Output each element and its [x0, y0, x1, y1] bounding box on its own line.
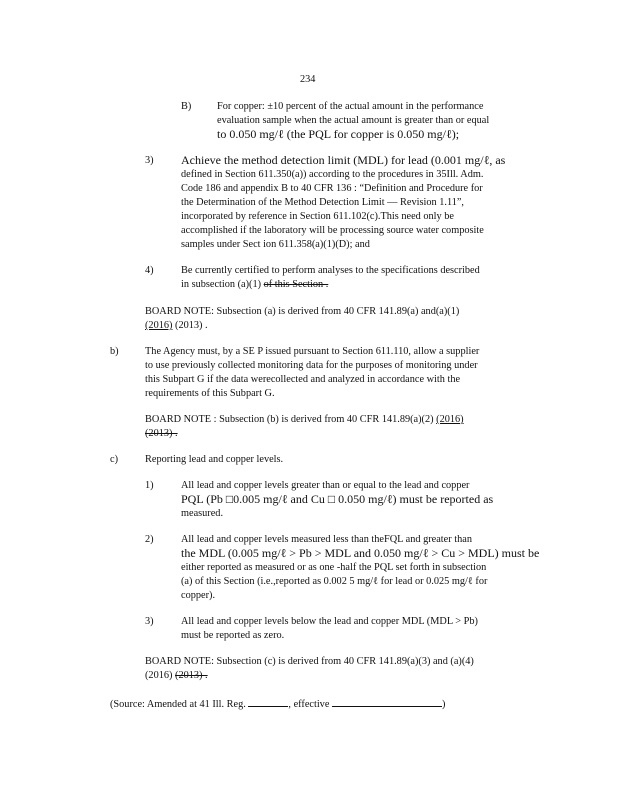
subsection-b-line-4: requirements of this Subpart G. [145, 388, 275, 399]
c2-line-1: All lead and copper levels measured less than theFQL and greater than [181, 534, 472, 545]
copper-line-2: evaluation sample when the actual amount is greater than or equal [217, 115, 490, 126]
mdl-line-7: samples under Sect ion 611.358(a)(1)(D); and [181, 239, 370, 250]
item-marker: 4) [145, 265, 154, 276]
item-marker: 1) [145, 480, 154, 491]
certified-line-1: Be currently certified to perform analyses to the specifications described [181, 265, 480, 276]
c3-line-1: All lead and copper levels below the lead and copper MDL (MDL > Pb) [181, 616, 478, 627]
item-marker: B) [181, 101, 192, 112]
copper-line-3: to 0.050 mg/ℓ (the PQL for copper is 0.050 mg/ℓ); [217, 127, 460, 141]
board-note-c-line-1: BOARD NOTE: Subsection (c) is derived from 40 CFR 141.89(a)(3) and (a)(4) [145, 656, 474, 667]
board-note-b-line-1: BOARD NOTE : Subsection (b) is derived from 40 CFR 141.89(a)(2) (2016) [145, 414, 464, 425]
board-note-a-line-1: BOARD NOTE: Subsection (a) is derived from 40 CFR 141.89(a) and(a)(1) [145, 306, 460, 317]
board-note-c-line-2: (2016) (2013) . [145, 670, 208, 681]
deleted-text: (2013) . [145, 428, 178, 439]
register-page-blank [248, 696, 288, 707]
subsection-c-heading: Reporting lead and copper levels. [145, 454, 284, 465]
c1-line-1: All lead and copper levels greater than or equal to the lead and copper [181, 480, 470, 491]
mdl-line-5: incorporated by reference in Section 611.102(c).This need only be [181, 211, 454, 222]
mdl-line-2: defined in Section 611.350(a)) according to the procedures in 35Ill. Adm. [181, 169, 484, 180]
item-marker: 2) [145, 534, 154, 545]
mdl-line-6: accomplished if the laboratory will be processing source water composite [181, 225, 484, 236]
c1-line-2: PQL (Pb □0.005 mg/ℓ and Cu □ 0.050 mg/ℓ) must be reported as [181, 492, 494, 506]
effective-date-blank [332, 696, 442, 707]
certified-line-2: in subsection (a)(1) of this Section . [181, 279, 329, 290]
c1-line-3: measured. [181, 508, 224, 519]
mdl-line-1: Achieve the method detection limit (MDL) for lead (0.001 mg/ℓ, as [181, 153, 506, 167]
c2-line-4: (a) of this Section (i.e.,reported as 0.002 5 mg/ℓ for lead or 0.025 mg/ℓ for [181, 576, 488, 587]
deleted-text: of this Section . [263, 279, 329, 290]
item-marker: 3) [145, 616, 154, 627]
copper-line-1: For copper: ±10 percent of the actual amount in the performance [217, 101, 484, 112]
c2-line-3: either reported as measured or as one -half the PQL set forth in subsection [181, 562, 487, 573]
source-note: (Source: Amended at 41 Ill. Reg. , effective ) [110, 696, 445, 711]
mdl-line-4: the Determination of the Method Detection Limit — Revision 1.11”, [181, 197, 465, 208]
item-marker: b) [110, 346, 119, 357]
subsection-b-line-1: The Agency must, by a SE P issued pursuant to Section 611.110, allow a supplier [145, 346, 480, 357]
page-number: 234 [300, 74, 316, 85]
c2-line-2: the MDL (0.005 mg/ℓ > Pb > MDL and 0.050 mg/ℓ > Cu > MDL) must be [181, 546, 540, 560]
inserted-text: (2016) [436, 414, 464, 425]
item-marker: 3) [145, 155, 154, 166]
subsection-b-line-3: this Subpart G if the data werecollected and analyzed in accordance with the [145, 374, 461, 385]
mdl-line-3: Code 186 and appendix B to 40 CFR 136 : “Definition and Procedure for [181, 183, 483, 194]
c3-line-2: must be reported as zero. [181, 630, 285, 641]
board-note-a-line-2: (2016) (2013) . [145, 320, 208, 331]
item-marker: c) [110, 454, 118, 465]
subsection-b-line-2: to use previously collected monitoring data for the purposes of monitoring under [145, 360, 478, 371]
c2-line-5: copper). [181, 590, 216, 601]
inserted-text: (2016) [145, 320, 173, 331]
deleted-text: (2013) . [175, 670, 208, 681]
